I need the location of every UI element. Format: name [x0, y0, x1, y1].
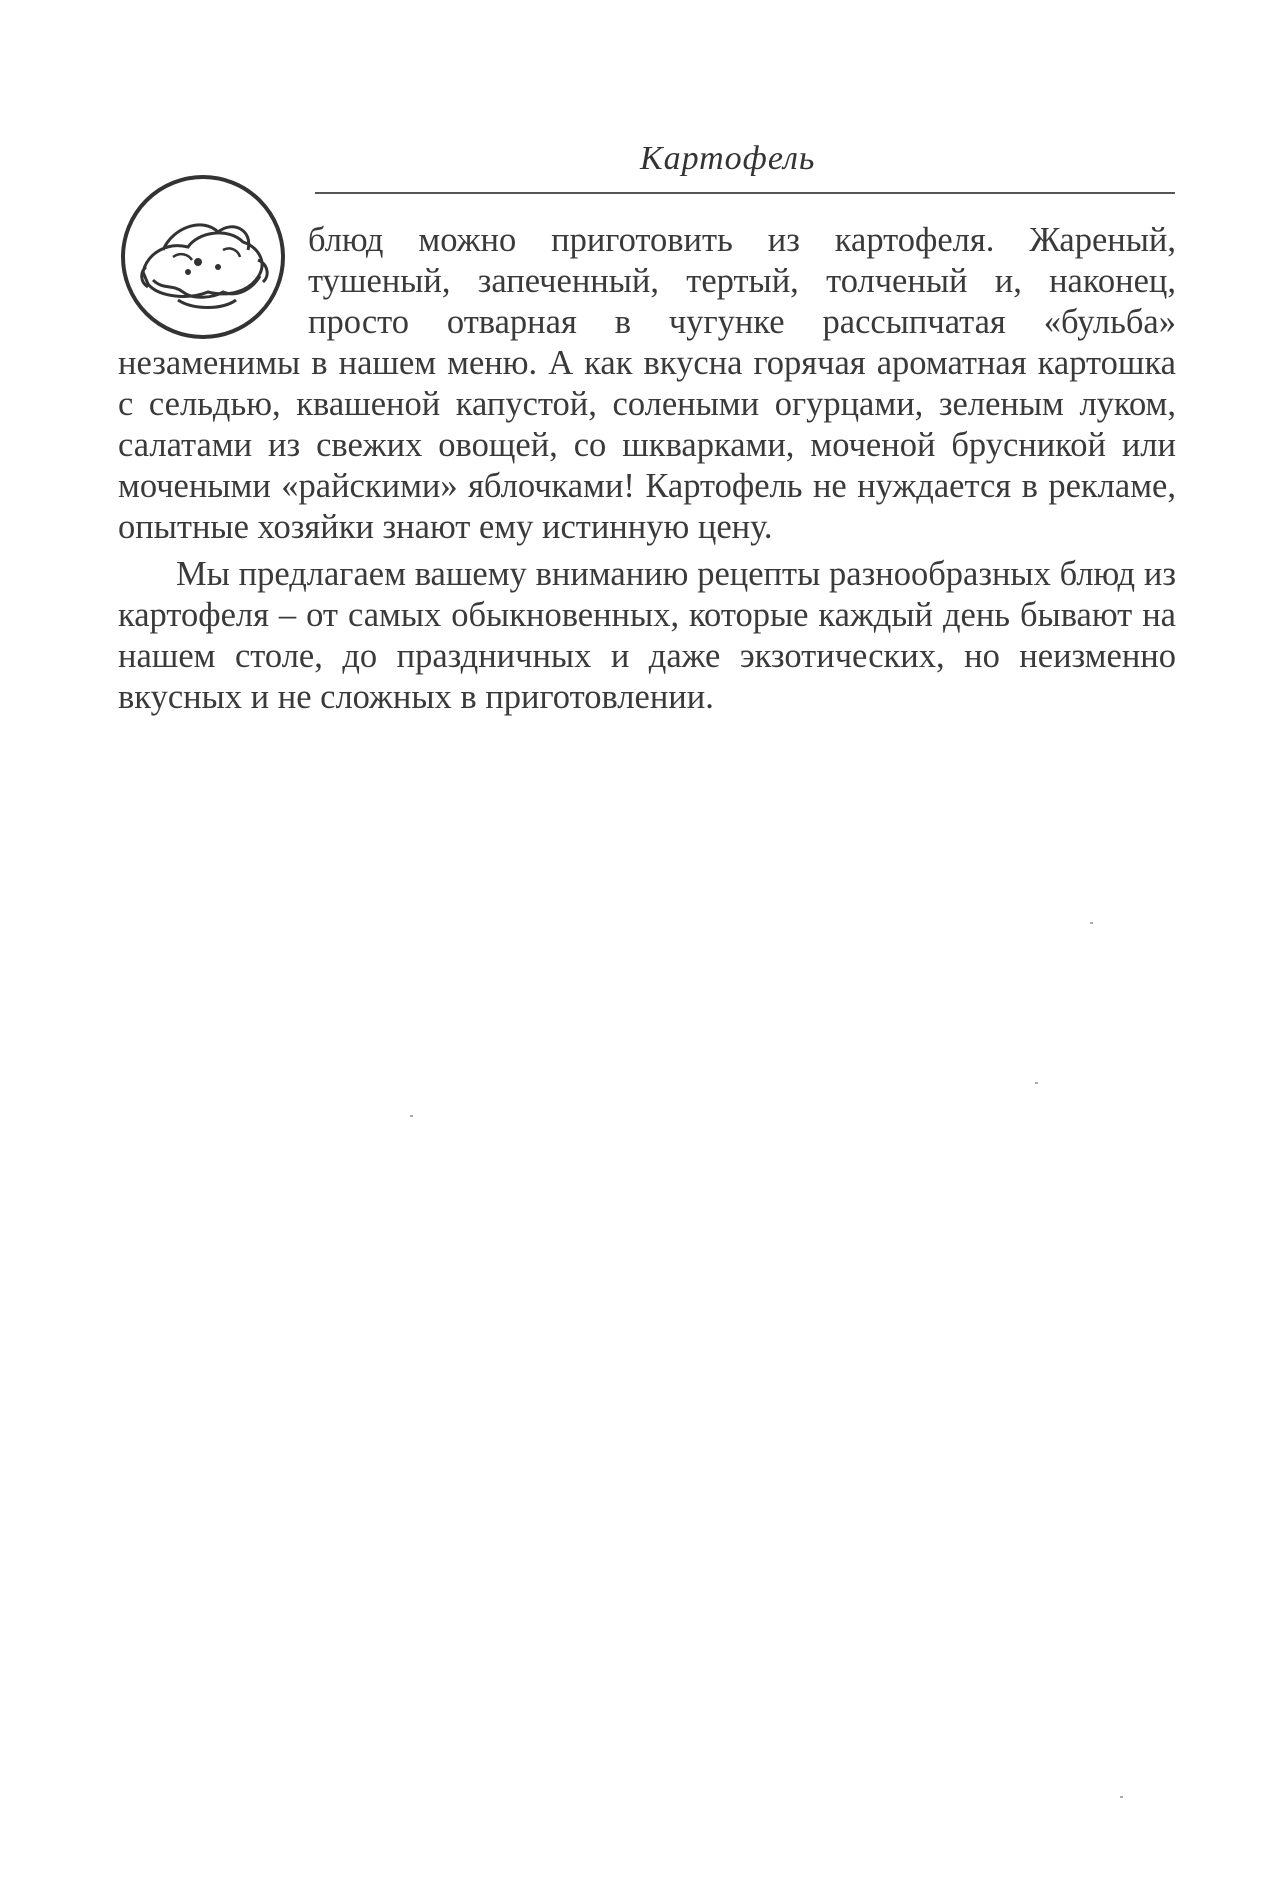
paragraph-2: Мы предлагаем вашему вниманию рецепты разнообразных блюд из картофеля – от самых обыкновенных, которые каждый день бывают на нашем столе, до праздничных и даже экзотических, но неизменно вкусных и не сложных в приготовлении.	[118, 555, 1176, 716]
paragraph-1: блюд можно приготовить из картофеля. Жареный, тушеный, запеченный, тертый, толченый и, наконец, просто отварная в чугунке рассыпчатая «бульба» незаменимы в нашем меню. А как вкусна горячая ароматная картошка с сельдью, квашеной капустой, солеными огурцами, зеленым луком, салатами из свежих овощей, со шкварками, моченой брусникой или мочеными «райскими» яблочками! Картофель не нуждается в рекламе, опытные хозяйки знают ему истинную цену.	[118, 221, 1176, 546]
header-rule	[315, 192, 1175, 194]
scan-speck	[1090, 922, 1093, 924]
scan-speck	[410, 1115, 413, 1117]
scan-speck	[1035, 1082, 1038, 1084]
body-text	[118, 220, 1176, 718]
running-title: Картофель	[640, 140, 816, 177]
scan-speck	[1120, 1796, 1123, 1798]
emblem-spacer	[118, 220, 308, 340]
